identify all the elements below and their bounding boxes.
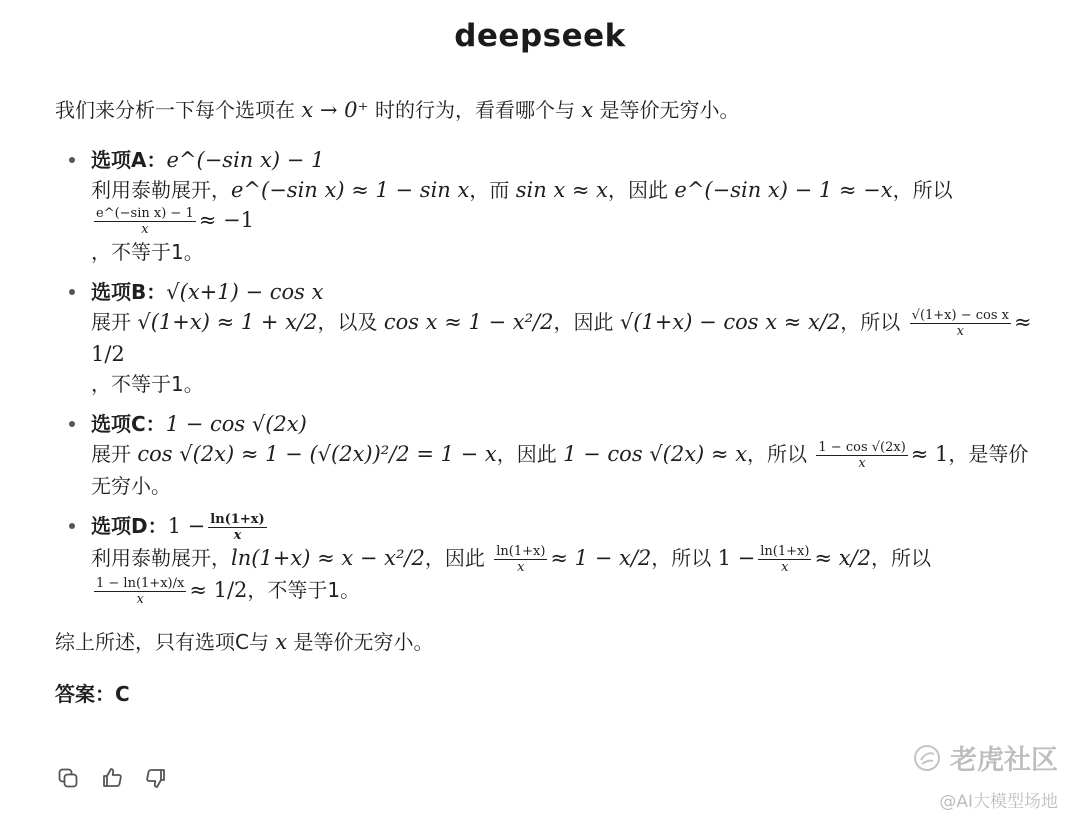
like-button[interactable]	[99, 765, 125, 791]
option-b	[55, 277, 1035, 399]
bullet	[69, 289, 75, 295]
fraction: $\frac{\ln(1+x)}{x}$	[760, 544, 810, 575]
option-c-title: 选项C：1 − cos √(2x)	[91, 412, 307, 436]
message-actions	[55, 765, 169, 791]
answer-content	[55, 95, 1035, 709]
option-b-title: 选项B：√(x+1) − cos x	[91, 280, 324, 304]
watermark	[888, 738, 1058, 812]
options-list	[55, 145, 1035, 607]
bullet	[69, 157, 75, 163]
option-c	[55, 409, 1035, 501]
option-d-body: 利用泰勒展开，ln(1+x) ≈ x − x²/2，因此 $\frac{\ln(1+x)}{x}$ ≈ 1 − x/2，所以 1 − $\frac{\ln(1+x)}{x}$ ≈ x/2，所以 $\frac{1 - \ln(1+x)/x}{x}$ ≈ 1/2，不等于1。	[91, 544, 931, 607]
final-answer: 答案：C	[55, 682, 130, 706]
option-a-title: 选项A：e^(−sin x) − 1	[91, 148, 325, 172]
summary-text: 综上所述，只有选项C与 x 是等价无穷小。	[55, 630, 434, 654]
watermark-title: 老虎社区	[950, 745, 1058, 776]
watermark-subtitle: @AI大模型场地	[939, 792, 1058, 812]
option-c-body: 展开 cos √(2x) ≈ 1 − (√(2x))²/2 = 1 − x，因此 1 − cos √(2x) ≈ x，所以 $\frac{1 - \cos √(2x)}{x}$ ≈ 1，是等价无穷小。	[91, 440, 1029, 498]
fraction: $\frac{\ln(1+x)}{x}$	[496, 544, 546, 575]
fraction: $\frac{1 - \cos √(2x)}{x}$	[818, 440, 906, 471]
option-d	[55, 511, 1035, 607]
fraction: $\frac{\text{e\textasciicircum{}(−sin x) − 1}}{x}$	[96, 206, 194, 237]
fraction: $\frac{1 - \ln(1+x)/x}{x}$	[96, 576, 185, 607]
thumbs-up-icon	[100, 766, 124, 790]
fraction: $\frac{\ln(1+x)}{x}$	[210, 512, 265, 543]
copy-button[interactable]	[55, 765, 81, 791]
option-d-title: 选项D：1 − $\frac{\ln(1+x)}{x}$	[91, 512, 265, 543]
bullet	[69, 421, 75, 427]
tiger-logo-icon	[912, 743, 942, 773]
bullet	[69, 523, 75, 529]
option-b-body: 展开 √(1+x) ≈ 1 + x/2，以及 cos x ≈ 1 − x²/2，因此 √(1+x) − cos x ≈ x/2，所以 $\frac{\text{√(1+x) − cos x}}{x}$ ≈ 1/2 ，不等于1。	[91, 308, 1032, 396]
option-a-body: 利用泰勒展开，e^(−sin x) ≈ 1 − sin x，而 sin x ≈ x，因此 e^(−sin x) − 1 ≈ −x，所以 $\frac{\text{e\textasciicircum{}(−sin x) − 1}}{x}$ ≈ −1 ，不等于1。	[91, 178, 953, 264]
fraction: $\frac{\text{√(1+x) − cos x}}{x}$	[911, 308, 1009, 339]
copy-icon	[56, 766, 80, 790]
brand-logo: deepseek	[454, 18, 626, 54]
dislike-button[interactable]	[143, 765, 169, 791]
intro-text: 我们来分析一下每个选项在 x → 0⁺ 时的行为，看看哪个与 x 是等价无穷小。	[55, 98, 740, 122]
thumbs-down-icon	[144, 766, 168, 790]
option-a	[55, 145, 1035, 267]
